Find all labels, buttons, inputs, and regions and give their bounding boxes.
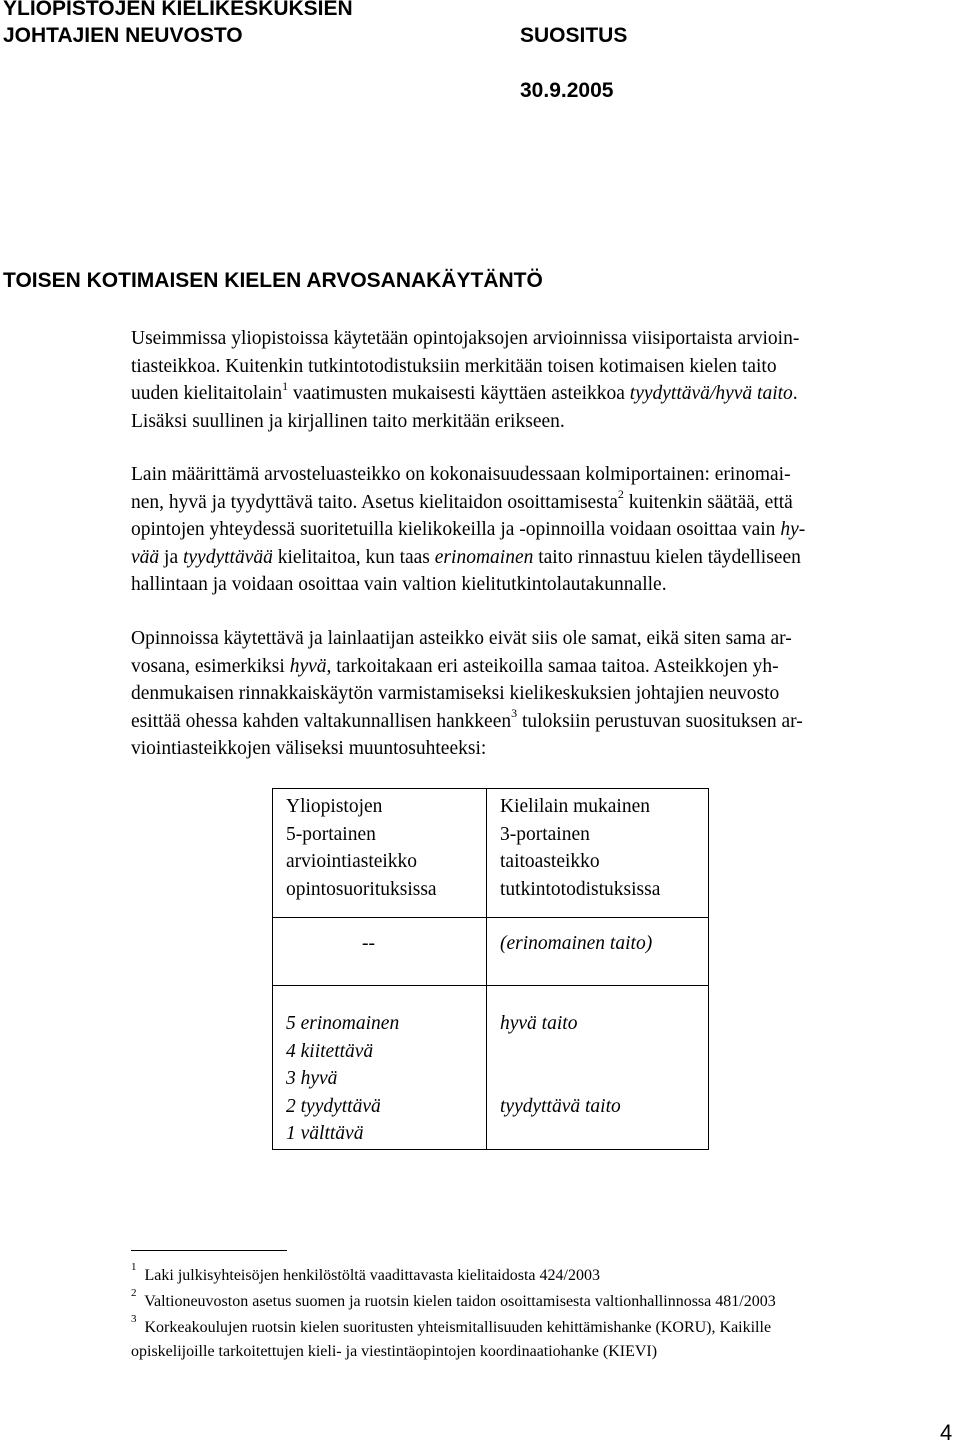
table-header-cell-university-scale: Yliopistojen 5-portainen arviointiasteikko opintosuorituksissa: [273, 789, 487, 918]
paragraph-2: [131, 461, 805, 599]
table-cell: --: [273, 918, 487, 986]
page-title: TOISEN KOTIMAISEN KIELEN ARVOSANAKÄYTÄNTÖ: [3, 269, 543, 292]
org-name-line1: YLIOPISTOJEN KIELIKESKUKSIEN: [3, 0, 353, 20]
paragraph-3: [131, 625, 803, 763]
table-cell: hyvä taito tyydyttävä taito: [487, 986, 709, 1150]
document-date: 30.9.2005: [520, 79, 614, 102]
footnote-1: $^1$ Laki julkisyhteisöjen henkilöstöltä vaadittavasta kielitaidosta 424/2003: [131, 1260, 600, 1284]
paragraph-1: [131, 325, 799, 435]
footnote-ref-1: 1: [282, 378, 289, 393]
footnote-ref-2: 2: [617, 487, 624, 501]
table-header-cell-law-scale: Kielilain mukainen 3-portainen taitoasteikko tutkintotodistuksissa: [487, 789, 709, 918]
paragraph-line: uuden kielitaitolain$^1$ vaatimusten mukaisesti käyttäen asteikkoa tyydyttävä/hyvä taito.: [131, 378, 798, 404]
table-cell: (erinomainen taito): [487, 918, 709, 986]
table-row: [273, 918, 709, 986]
paragraph-line: Lain määrittämä arvosteluasteikko on kokonaisuudessaan kolmiportainen: erinomai-: [131, 464, 791, 485]
footnote-divider: [131, 1250, 287, 1251]
footnote-ref-3: 3: [511, 706, 518, 720]
paragraph-line: vää ja tyydyttävää kielitaitoa, kun taas erinomainen taito rinnastuu kielen täydelliseen: [131, 546, 801, 568]
page-number: 4: [940, 1420, 953, 1445]
paragraph-line: vosana, esimerkiksi hyvä, tarkoitakaan eri asteikoilla samaa taitoa. Asteikkojen yh-: [131, 655, 779, 677]
grade-conversion-table: [272, 788, 709, 1150]
footnote-3: $^3$ Korkeakoulujen ruotsin kielen suoritusten yhteismitallisuuden kehittämishanke (KORU), Kaikille opiskelijoille tarkoitettujen kieli- ja viestintäopintojen koordinaatiohanke (KIEVI): [131, 1312, 772, 1360]
paragraph-line: Lisäksi suullinen ja kirjallinen taito merkitään erikseen.: [131, 410, 565, 432]
org-name-line2: JOHTAJIEN NEUVOSTO: [3, 24, 243, 47]
paragraph-line: Opinnoissa käytettävä ja lainlaatijan asteikko eivät siis ole samat, eikä siten sama ar-: [131, 628, 792, 649]
paragraph-line: hallintaan ja voidaan osoittaa vain valtion kielitutkintolautakunnalle.: [131, 574, 667, 595]
paragraph-line: nen, hyvä ja tyydyttävä taito. Asetus kielitaidon osoittamisesta$^2$ kuitenkin säätää, että: [131, 487, 793, 513]
paragraph-line: viointiasteikkojen väliseksi muuntosuhteeksi:: [131, 738, 487, 759]
table-row: [273, 986, 709, 1150]
paragraph-line: tiasteikkoa. Kuitenkin tutkintotodistuksiin merkitään toisen kotimaisen kielen taito: [131, 355, 777, 377]
footnote-2: $^2$ Valtioneuvoston asetus suomen ja ruotsin kielen taidon osoittamisesta valtionhallinnossa 481/2003: [131, 1286, 776, 1310]
paragraph-line: opintojen yhteydessä suoritetuilla kielikokeilla ja -opinnoilla voidaan osoittaa vain hy-: [131, 519, 806, 540]
paragraph-line: denmukaisen rinnakkaiskäytön varmistamiseksi kielikeskuksien johtajien neuvosto: [131, 683, 780, 704]
paragraph-line: Useimmissa yliopistoissa käytetään opintojaksojen arvioinnissa viisiportaista arvioin-: [131, 328, 800, 349]
paragraph-line: esittää ohessa kahden valtakunnallisen hankkeen$^3$ tuloksiin perustuvan suosituksen ar-: [131, 706, 803, 732]
document-type: SUOSITUS: [520, 24, 628, 47]
table-cell: 5 erinomainen 4 kiitettävä 3 hyvä 2 tyydyttävä 1 välttävä: [273, 986, 487, 1150]
table-header-row: [273, 789, 709, 918]
